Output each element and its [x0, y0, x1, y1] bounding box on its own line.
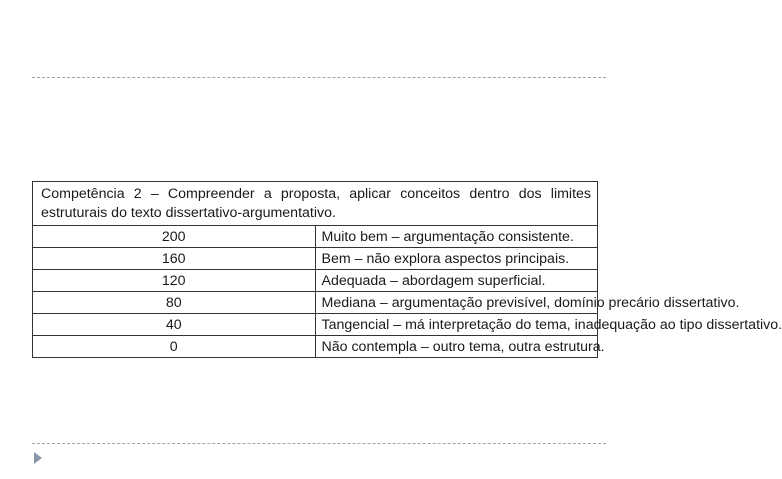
rubric-header-row: [33, 182, 598, 226]
description-cell: Bem – não explora aspectos principais.: [315, 248, 598, 270]
bottom-divider: [32, 443, 606, 444]
description-cell: Tangencial – má interpretação do tema, inadequação ao tipo dissertativo.: [315, 314, 598, 336]
table-row: [33, 314, 598, 336]
score-cell: 120: [33, 270, 316, 292]
description-cell: Muito bem – argumentação consistente.: [315, 226, 598, 248]
table-row: [33, 226, 598, 248]
bullet-arrow-icon: [34, 452, 42, 464]
table-row: [33, 248, 598, 270]
score-cell: 200: [33, 226, 316, 248]
description-cell: Não contempla – outro tema, outra estrutura.: [315, 336, 598, 358]
score-cell: 160: [33, 248, 316, 270]
score-cell: 40: [33, 314, 316, 336]
table-row: [33, 336, 598, 358]
top-divider: [32, 77, 606, 78]
score-cell: 80: [33, 292, 316, 314]
description-cell: Adequada – abordagem superficial.: [315, 270, 598, 292]
score-cell: 0: [33, 336, 316, 358]
rubric-header: Competência 2 – Compreender a proposta, aplicar conceitos dentro dos limites estruturais do texto dissertativo-argumentativo.: [33, 182, 598, 226]
table-row: [33, 292, 598, 314]
description-cell: Mediana – argumentação previsível, domínio precário dissertativo.: [315, 292, 598, 314]
table-row: [33, 270, 598, 292]
competencia-rubric-table: [32, 181, 782, 358]
